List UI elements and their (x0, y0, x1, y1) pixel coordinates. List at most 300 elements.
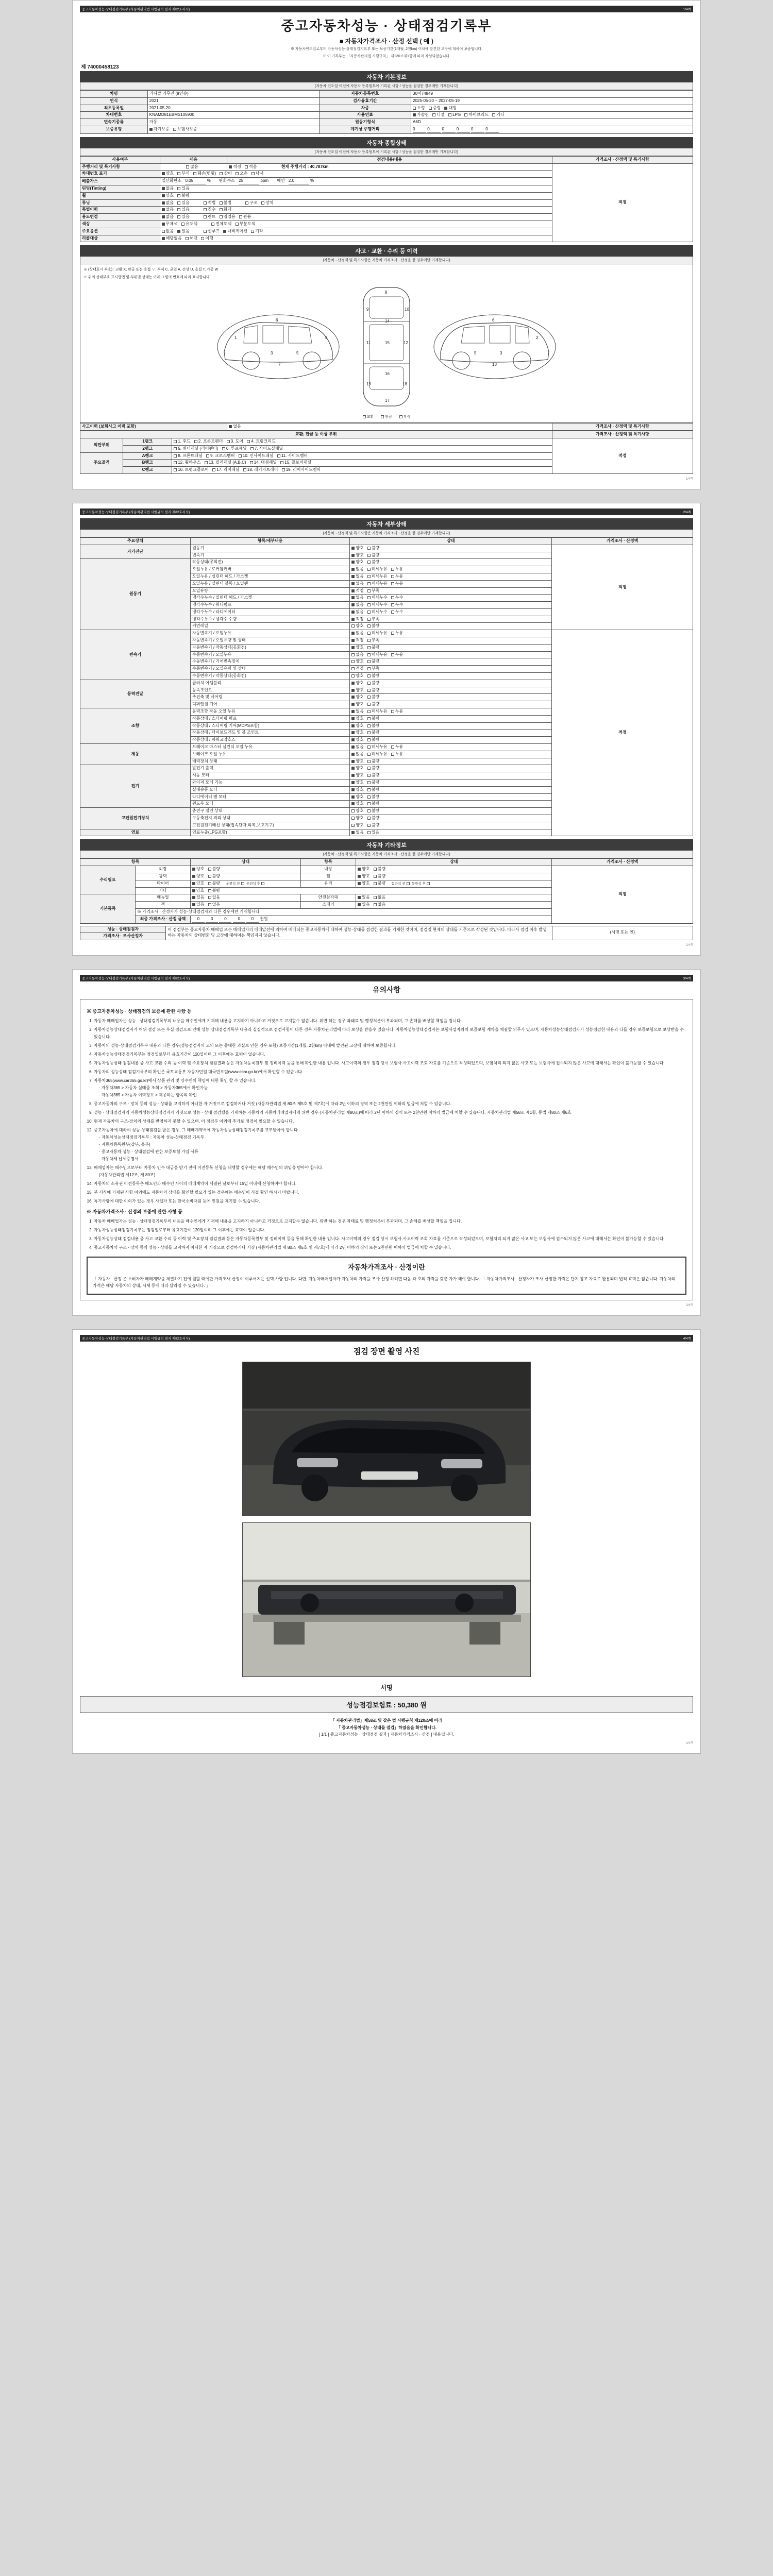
frame-rankA-items (172, 452, 552, 460)
checkbox-good[interactable]: 양호 (351, 645, 363, 651)
checkbox-bad[interactable]: 불량 (208, 888, 220, 894)
checkbox-leak-1[interactable]: 미세누유 (367, 744, 388, 750)
table-row (80, 630, 693, 637)
group-fuel: 연료 (80, 829, 191, 836)
checkbox-wheel-rr[interactable] (427, 882, 430, 885)
checkbox-fuel-none[interactable]: 없음 (351, 830, 363, 836)
checkbox-bad[interactable]: 불량 (367, 553, 379, 558)
checkbox-vin-4[interactable]: 오손 (236, 171, 247, 177)
checkbox-car-type-0[interactable]: 소형 (413, 106, 425, 111)
emission-smoke-value: 2.0 (289, 178, 309, 184)
detail-col-header-3: 가격조사 · 산정액 (552, 537, 693, 545)
checkbox-good[interactable]: 양호 (351, 716, 363, 722)
item-elec-5: 윈도우 모터 (191, 801, 350, 808)
checkbox-color-0[interactable]: 무채색 (162, 222, 178, 227)
checkbox-partpaint[interactable]: 부분도색 (236, 222, 256, 227)
price-digit-4: 0 (246, 917, 259, 923)
checkbox-bad[interactable]: 불량 (367, 780, 379, 786)
checkbox-tuning-legal[interactable]: 적법 (204, 200, 215, 206)
checkbox-adequate[interactable]: 적정 (351, 588, 363, 594)
checkbox-leak-2[interactable]: 누유 (391, 574, 403, 580)
checkbox-coolant-0[interactable]: 없음 (351, 602, 363, 608)
checkbox-usechange-1[interactable]: 있음 (177, 214, 189, 220)
checkbox-good[interactable]: 양호 (351, 702, 363, 707)
label-car-type: 차종 (319, 105, 411, 112)
checkbox-none[interactable]: 없음 (374, 902, 385, 908)
checkbox-panel-13[interactable]: 13. 필러패널 (A,B,C) (205, 460, 246, 466)
checkbox-bad[interactable]: 불량 (367, 681, 379, 686)
checkbox-good[interactable]: 양호 (351, 659, 363, 665)
checkbox-accident-none[interactable]: 없음 (229, 424, 241, 430)
group-label-outer: 외판부위 (80, 438, 123, 452)
checkbox-panel-12[interactable]: 12. 휠하우스 (174, 460, 200, 466)
checkbox-good[interactable]: 양호 (351, 737, 363, 743)
notice-item: 2. 자동차성능상태점검기록부는 점검일로부터 유효기간이 120일이며 그 이후에는 효력이 없습니다. (94, 1227, 686, 1234)
state-engine-5 (350, 595, 552, 602)
checkbox-tuning-structure[interactable]: 구조 (245, 200, 257, 206)
detail-note-1: 적정 (618, 584, 627, 589)
checkbox-special-1[interactable]: 있음 (177, 207, 189, 213)
page-subtitle: ■ 자동차가격조사 · 산정 선택 ( 예 ) (340, 38, 433, 45)
state-hv-1 (350, 815, 552, 822)
checkbox-have[interactable]: 있음 (192, 902, 204, 908)
item-engine-8: 냉각수누수 / 냉각수 수량 (191, 616, 350, 623)
col-header-1: 내용 (160, 156, 227, 163)
checkbox-panel-17[interactable]: 17. 리어패널 (212, 467, 239, 473)
item-hv-0: 충전구 절연 상태 (191, 808, 350, 815)
outer-rank1-items (172, 438, 552, 445)
row-label-special: 특별이력 (80, 207, 160, 214)
checkbox-panel-14[interactable]: 14. 대쉬패널 (250, 460, 277, 466)
checkbox-bad[interactable]: 불량 (374, 881, 385, 887)
checkbox-leak-0[interactable]: 없음 (351, 567, 363, 572)
car-diagram-right-side (430, 303, 559, 391)
checkbox-rent[interactable]: 렌트 (204, 214, 215, 220)
checkbox-bad[interactable]: 불량 (367, 723, 379, 729)
checkbox-tuning-illegal[interactable]: 불법 (220, 200, 231, 206)
checkbox-tuning-device[interactable]: 장치 (261, 200, 273, 206)
checkbox-bad[interactable]: 불량 (208, 874, 220, 879)
checkbox-fire[interactable]: 화재 (220, 207, 231, 213)
checkbox-good[interactable]: 양호 (351, 553, 363, 558)
emission-hc-value: 25 (239, 178, 259, 184)
checkbox-bad[interactable]: 불량 (367, 808, 379, 814)
row-label-emission: 배출가스 (80, 178, 160, 185)
detail-note-header: 가격조사 · 산정액 및 특기사항 (552, 431, 693, 438)
checkbox-etc-option[interactable]: 기타 (251, 229, 263, 234)
checkbox-wheel-0[interactable]: 양호 (162, 193, 174, 199)
checkbox-tuning-1[interactable]: 있음 (177, 200, 189, 206)
state-steer-0 (350, 708, 552, 716)
checkbox-insufficient[interactable]: 부족 (367, 617, 379, 622)
notice-item: 1. 자동차 매매업자는 성능 · 상태점검기록부의 내용을 매수인에게 기재해 내용을 고지하기 아니하고 거짓으로 고지할수 없습니다. 위반 하는 경우 과태료 및 행정처분이 부과되며, 그 손해를 배상할 책임을 집니다. (94, 1218, 686, 1225)
checkbox-panel-15[interactable]: 15. 플로어패널 (280, 460, 311, 466)
checkbox-panel-4[interactable]: 4. 트렁크리드 (247, 439, 276, 445)
page-2-footmark: 2/4쪽 (685, 944, 693, 947)
notice-subitem: · 자동차등록원부(갑부, 을부) (99, 1142, 150, 1147)
base-item-spanner: 스패너 (301, 902, 356, 909)
checkbox-leak-0[interactable]: 없음 (351, 574, 363, 580)
base-state-triangle (356, 894, 552, 902)
checkbox-panel-7[interactable]: 7. 사이드실패널 (250, 446, 283, 452)
checkbox-fullpaint[interactable]: 전체도색 (211, 222, 231, 227)
checkbox-insufficient[interactable]: 부족 (367, 588, 379, 594)
checkbox-good[interactable]: 양호 (358, 881, 369, 887)
checkbox-leak-1[interactable]: 미세누유 (367, 574, 388, 580)
state-trans-1 (350, 637, 552, 645)
state-hv-0 (350, 808, 552, 815)
checkbox-none[interactable]: 없음 (208, 895, 220, 901)
section-sub-basic: (자동차 인도일 이전에 자동차 등록원부에 기록된 사항 / 성능을 점검한 경우에만 기재합니다) (80, 82, 693, 90)
checkbox-good[interactable]: 양호 (351, 546, 363, 551)
checkbox-leak-0[interactable]: 없음 (351, 744, 363, 750)
checkbox-good[interactable]: 양호 (358, 867, 369, 872)
svg-text:14: 14 (385, 319, 390, 324)
checkbox-coolant-2[interactable]: 누수 (391, 602, 403, 608)
checkbox-none[interactable]: 없음 (374, 895, 385, 901)
group-brake: 제동 (80, 744, 191, 765)
checkbox-adequate[interactable]: 적정 (351, 666, 363, 672)
checkbox-recall-1[interactable]: 해당 (186, 236, 197, 242)
notice-item: 10. 현재 자동차의 구조·장치의 상태를 반영하지 못할 수 있으며, 이 점검부 이외에 추가로 점검이 필요할 수 있습니다. (94, 1118, 686, 1125)
checkbox-bad[interactable]: 불량 (367, 623, 379, 629)
checkbox-recall-2[interactable]: 이행 (201, 236, 213, 242)
checkbox-leak-2[interactable]: 누유 (391, 631, 403, 636)
checkbox-fuel-4[interactable]: 기타 (492, 112, 504, 118)
checkbox-panel-1[interactable]: 1. 후드 (174, 439, 190, 445)
checkbox-wheel-fr[interactable] (407, 882, 410, 885)
checkbox-leak-2[interactable]: 누유 (391, 581, 403, 587)
checkbox-have[interactable]: 있음 (358, 902, 369, 908)
checkbox-bad[interactable]: 불량 (367, 716, 379, 722)
mileage-digit-4: 0 (471, 127, 484, 133)
checkbox-good[interactable]: 양호 (351, 673, 363, 679)
checkbox-panel-9[interactable]: 9. 크로스멤버 (206, 453, 235, 459)
checkbox-wheel-1[interactable]: 불량 (177, 193, 189, 199)
checkbox-leak-1[interactable]: 미세누유 (367, 709, 388, 715)
checkbox-have[interactable]: 있음 (358, 895, 369, 901)
checkbox-leak-0[interactable]: 없음 (351, 581, 363, 587)
checkbox-good[interactable]: 양호 (351, 816, 363, 821)
checkbox-bad[interactable]: 불량 (367, 546, 379, 551)
footer-legal-line-3: [ 1/1 ] 중고자동차성능 · 상태점검 결과 [ 자동차가격조사 · 산정 ] 내용입니다. (318, 1732, 455, 1737)
checkbox-good[interactable]: 양호 (192, 874, 204, 879)
checkbox-leak-0[interactable]: 없음 (351, 652, 363, 658)
state-engine-1 (350, 566, 552, 573)
checkbox-panel-5[interactable]: 5. 쿼터패널 (리어펜더) (174, 446, 218, 452)
checkbox-good[interactable]: 양호 (358, 874, 369, 879)
checkbox-color-1[interactable]: 유채색 (181, 222, 197, 227)
checkbox-have[interactable]: 있음 (192, 895, 204, 901)
checkbox-bad[interactable]: 불량 (367, 759, 379, 765)
state-elec-0 (350, 765, 552, 772)
checkbox-fuel-1[interactable]: 디젤 (432, 112, 444, 118)
notice-item: 6. 자동차의 성능상태 점검기록부의 확인은 국토교통부 자동차민원 대국민포털(www.ecar.go.kr)에서 확인할 수 있습니다. (94, 1069, 686, 1076)
row-label-tuning: 튜닝 (80, 199, 160, 207)
checkbox-leak-2[interactable]: 누유 (391, 744, 403, 750)
checkbox-fuel-exist[interactable]: 있음 (367, 830, 379, 836)
row-label-color: 색상 (80, 221, 160, 228)
checkbox-bad[interactable]: 불량 (367, 688, 379, 693)
checkbox-vin-3[interactable]: 상이 (220, 171, 231, 177)
checkbox-sunroof[interactable]: 선루프 (204, 229, 220, 234)
page-title: 중고자동차성능 · 상태점검기록부 (281, 18, 492, 33)
checkbox-vin-0[interactable]: 양호 (162, 171, 174, 177)
item-engine-7: 냉각수누수 / 라디에이터 (191, 608, 350, 616)
checkbox-panel-3[interactable]: 3. 도어 (227, 439, 243, 445)
checkbox-bad[interactable]: 불량 (367, 794, 379, 800)
checkbox-leak-2[interactable]: 누유 (391, 567, 403, 572)
row-label-usechange: 용도변경 (80, 214, 160, 221)
warn-body: 「 자동차 · 산정 은 소비자가 매매계약을 체결하기 전에 원할 때에만 가격조사·산정이 이루어지는 선택 사항 입니다. 다만, 자동차매매업자가 자동차의 가격을 조사·산정 하려면 다음 각 호의 자격을 갖춘 자가 해야 합니다. 「 자동차가격조사 · 산정자가 조사·산정한 가격은 단지 참고 자료로 활용되며 법적 효력은 없습니다. 자동차의 가격은 해당 자동차의 상태, 시세 등에 따라 달라질 수 있습니다. 」 (93, 1276, 676, 1289)
checkbox-mileage-2[interactable]: 적음 (245, 164, 257, 170)
checkbox-good[interactable]: 양호 (351, 794, 363, 800)
state-elec-3 (350, 786, 552, 793)
checkbox-fuel-2[interactable]: LPG (448, 112, 461, 118)
checkbox-bad[interactable]: 불량 (367, 694, 379, 700)
checkbox-bad[interactable]: 불량 (374, 874, 385, 879)
fee-label: 성능점검보험료 : (346, 1701, 396, 1709)
item-brake-2: 배력장치 상태 (191, 758, 350, 765)
checkbox-good[interactable]: 양호 (351, 681, 363, 686)
checkbox-adequate[interactable]: 적정 (351, 617, 363, 622)
checkbox-adequate[interactable]: 적정 (351, 638, 363, 643)
checkbox-panel-11[interactable]: 11. 사이드멤버 (277, 453, 308, 459)
overall-state-table (80, 156, 693, 243)
checkbox-leak-1[interactable]: 미세누유 (367, 652, 388, 658)
checkbox-good[interactable]: 양호 (192, 867, 204, 872)
checkbox-bad[interactable]: 불량 (367, 787, 379, 793)
checkbox-good[interactable]: 양호 (351, 787, 363, 793)
group-self-diagnosis: 자가진단 (80, 545, 191, 559)
checkbox-good[interactable]: 양호 (351, 759, 363, 765)
row-label-tinting: 틴팅(Tinting) (80, 185, 160, 192)
checkbox-good[interactable]: 양호 (351, 780, 363, 786)
checkbox-bad[interactable]: 불량 (367, 673, 379, 679)
state-trans-4 (350, 658, 552, 666)
svg-text:5: 5 (296, 351, 299, 356)
checkbox-vin-1[interactable]: 부식 (177, 171, 189, 177)
checkbox-good[interactable]: 양호 (192, 881, 204, 887)
frame-rankC-items (172, 467, 552, 474)
state-engine-6 (350, 602, 552, 609)
checkbox-coolant-0[interactable]: 없음 (351, 595, 363, 601)
checkbox-tuning-0[interactable]: 없음 (162, 200, 174, 206)
checkbox-car-type-2[interactable]: 대형 (444, 106, 456, 111)
diagram-note-2: ※ 위의 상태부호 표시방법 및 부위별 상태는 아래 그림의 번호에 따라 표시합니다. (83, 275, 211, 279)
svg-text:6: 6 (492, 318, 495, 323)
row-value-options (160, 228, 552, 235)
checkbox-bad[interactable]: 불량 (367, 659, 379, 665)
checkbox-good[interactable]: 양호 (351, 766, 363, 771)
checkbox-usechange-0[interactable]: 없음 (162, 214, 174, 220)
state-power-2 (350, 694, 552, 701)
checkbox-insufficient[interactable]: 부족 (367, 638, 379, 643)
checkbox-good[interactable]: 양호 (351, 773, 363, 778)
checkbox-mileage-0[interactable]: 많음 (186, 164, 198, 170)
checkbox-bad[interactable]: 불량 (367, 766, 379, 771)
state-steer-1 (350, 715, 552, 722)
checkbox-good[interactable]: 양호 (351, 560, 363, 565)
checkbox-coolant-2[interactable]: 누수 (391, 609, 403, 615)
checkbox-bad[interactable]: 불량 (367, 773, 379, 778)
notice-item: 14. 자동차의 소유권 이전등록은 매도인과 매수인 사이의 매매계약이 체결된 날로부터 15일 이내에 신청하여야 합니다. (94, 1180, 686, 1188)
base-state-jack (191, 902, 301, 909)
group-repair-needed: 수리필요 (80, 866, 136, 894)
value-mileage-boxes (411, 126, 693, 133)
checkbox-bad[interactable]: 불량 (367, 730, 379, 736)
checkbox-good[interactable]: 양호 (351, 801, 363, 807)
checkbox-insufficient[interactable]: 부족 (367, 666, 379, 672)
group-engine: 원동기 (80, 559, 191, 630)
checkbox-good[interactable]: 양호 (351, 730, 363, 736)
checkbox-leak-0[interactable]: 없음 (351, 709, 363, 715)
footer-legal (80, 1717, 693, 1738)
checkbox-good[interactable]: 양호 (351, 723, 363, 729)
checkbox-leak-2[interactable]: 누유 (391, 709, 403, 715)
checkbox-coolant-1[interactable]: 미세누수 (367, 609, 388, 615)
checkbox-recall-0[interactable]: 해당없음 (162, 236, 182, 242)
checkbox-leak-0[interactable]: 없음 (351, 631, 363, 636)
checkbox-coolant-0[interactable]: 없음 (351, 609, 363, 615)
checkbox-bad[interactable]: 불량 (374, 867, 385, 872)
etc-state-interior (356, 866, 552, 873)
value-reg-no: 30어74849 (411, 91, 693, 98)
row-label-recall: 리콜대상 (80, 235, 160, 242)
checkbox-panel-10[interactable]: 10. 인사이드패널 (239, 453, 274, 459)
checkbox-tinting-1[interactable]: 있음 (177, 186, 189, 192)
checkbox-flood[interactable]: 침수 (204, 207, 215, 213)
checkbox-fuel-0[interactable]: 가솔린 (413, 112, 429, 118)
item-hv-1: 구동축전지 격리 상태 (191, 815, 350, 822)
page-1-footmark: 1/4쪽 (685, 477, 693, 481)
checkbox-panel-8[interactable]: 8. 프론트패널 (174, 453, 203, 459)
checkbox-none[interactable]: 없음 (208, 902, 220, 908)
table-row (80, 438, 693, 445)
checkbox-good[interactable]: 양호 (351, 623, 363, 629)
checkbox-bad[interactable]: 불량 (367, 560, 379, 565)
checkbox-options-0[interactable]: 없음 (162, 229, 174, 234)
checkbox-panel-16[interactable]: 16. 트렁크플로어 (174, 467, 209, 473)
row-sub-mileage (160, 163, 227, 171)
item-power-1: 등속조인트 (191, 687, 350, 694)
checkbox-good[interactable]: 양호 (192, 888, 204, 894)
checkbox-coolant-2[interactable]: 누수 (391, 595, 403, 601)
notice-subitem: · 자동차365 > 자동차 이력정보 > 제공하는 항목의 확인 (99, 1092, 197, 1097)
etc-col-header-0: 항목 (80, 859, 191, 866)
checkbox-leak-1[interactable]: 미세누유 (367, 631, 388, 636)
checkbox-panel-6[interactable]: 6. 루프패널 (222, 446, 247, 452)
checkbox-leak-2[interactable]: 누유 (391, 752, 403, 757)
checkbox-leak-0[interactable]: 없음 (351, 752, 363, 757)
car-diagram-left-side (214, 303, 343, 391)
label-reg-no: 자동차등록번호 (319, 91, 411, 98)
checkbox-panel-18[interactable]: 18. 패키지트레이 (243, 467, 278, 473)
checkbox-wheel-fl[interactable] (241, 882, 244, 885)
checkbox-mileage-1[interactable]: 적정 (229, 164, 241, 170)
checkbox-leak-1[interactable]: 미세누유 (367, 567, 388, 572)
checkbox-wheel-rl[interactable] (261, 882, 264, 885)
state-power-3 (350, 701, 552, 708)
legend-item-2: 부식 (399, 414, 411, 419)
state-engine-7 (350, 608, 552, 616)
checkbox-vin-5[interactable]: 낙서 (251, 171, 263, 177)
basic-info-table (80, 90, 693, 134)
accident-detail-table (80, 431, 693, 474)
checkbox-warranty-1[interactable]: 보험사보증 (173, 127, 197, 132)
checkbox-bad[interactable]: 불량 (208, 881, 220, 887)
item-trans-0: 자동변속기 / 오일누유 (191, 630, 350, 637)
checkbox-car-type-1[interactable]: 중형 (429, 106, 441, 111)
checkbox-fuel-3[interactable]: 하이브리드 (464, 112, 489, 118)
checkbox-navigation[interactable]: 내비게이션 (223, 229, 247, 234)
checkbox-business[interactable]: 영업용 (220, 214, 236, 220)
notice-item: 3. 자동차성능상태 점검내용 중 사고·교환·수리 등 이력 및 주요장치 점검결과 등은 자동차등록원부 및 정비이력 등을 통해 확인한 내용 입니다. 사고이력의 경우 점검 당시 보험사 사고이력 조회 자료를 기준으로 작성되었으며, 보험처리 되지 않은 사고 또는 보험사에 접수되지 않은 사고에 대해서는 확인이 불가능할 수 있습니다. (94, 1235, 686, 1243)
checkbox-panel-19[interactable]: 19. 리어사이드멤버 (282, 467, 321, 473)
etc-col-header-2: 가격조사 · 산정액 (552, 859, 693, 866)
col-header-2: 점검내용/내용 (227, 156, 552, 163)
checkbox-bad[interactable]: 불량 (208, 867, 220, 872)
notice-list-2 (94, 1127, 686, 1205)
state-elec-4 (350, 793, 552, 801)
checkbox-bad[interactable]: 불량 (367, 816, 379, 821)
checkbox-good[interactable]: 양호 (351, 694, 363, 700)
price-unit: 천원 (260, 916, 268, 921)
item-brake-1: 브레이크 오일 누유 (191, 751, 350, 758)
svg-text:11: 11 (366, 341, 371, 346)
mileage-digit-5: 0 (485, 127, 499, 133)
page-2 (72, 503, 701, 956)
etc-item-wheel: 휠 (301, 873, 356, 880)
notice-subitem: · 자동차365 > 자동차 실매물 조회 > 자동차365에서 확인가능 (99, 1085, 208, 1090)
state-engine-9 (350, 623, 552, 630)
checkbox-good[interactable]: 양호 (351, 688, 363, 693)
photo-section-title: 점검 장면 촬영 사진 (353, 1347, 420, 1356)
checkbox-good[interactable]: 양호 (351, 823, 363, 828)
label-accident-history: 사고이력 (보험사고 이력 포함) (80, 423, 227, 431)
checkbox-special-0[interactable]: 없음 (162, 207, 174, 213)
checkbox-tinting-0[interactable]: 없음 (162, 186, 174, 192)
table-row (80, 163, 693, 171)
item-steer-0: 동력조향 작동 오일 누유 (191, 708, 350, 716)
checkbox-leak-1[interactable]: 미세누유 (367, 581, 388, 587)
checkbox-good[interactable]: 양호 (351, 808, 363, 814)
checkbox-coolant-1[interactable]: 미세누수 (367, 595, 388, 601)
checkbox-bad[interactable]: 불량 (367, 702, 379, 707)
tier-label-1: 1랭크 (123, 438, 172, 445)
checkbox-leak-2[interactable]: 누유 (391, 652, 403, 658)
notice-item: 8. 중고자동차의 구조 · 장치 등의 성능 · 상태를 고지하지 아니한 자 거짓으로 점검하거나 거짓 (자동차관리법 제 80조 제5호 및 제7호)에 따라 2년 이하의 징역 또는 2천만원 이하의 벌금에 처할 수 있습니다. (94, 1100, 686, 1108)
checkbox-coolant-1[interactable]: 미세누수 (367, 602, 388, 608)
item-elec-3: 실내송풍 모터 (191, 786, 350, 793)
row-value-recall (160, 235, 552, 242)
checkbox-panel-2[interactable]: 2. 프론트펜더 (194, 439, 223, 445)
accident-detail-note: 적정 (618, 453, 627, 458)
label-year: 연식 (80, 97, 148, 105)
checkbox-government[interactable]: 관용 (239, 214, 251, 220)
footer-legal-line-2: 「 중고자동차성능 · 상태를 점검」하였음을 확인합니다. (336, 1725, 437, 1730)
checkbox-options-1[interactable]: 있음 (177, 229, 189, 234)
checkbox-bad[interactable]: 불량 (367, 823, 379, 828)
checkbox-leak-1[interactable]: 미세누유 (367, 752, 388, 757)
checkbox-bad[interactable]: 불량 (367, 645, 379, 651)
checkbox-bad[interactable]: 불량 (367, 737, 379, 743)
checkbox-warranty-0[interactable]: 자기보증 (149, 127, 170, 132)
checkbox-vin-2[interactable]: 훼손(변형) (193, 171, 216, 177)
checkbox-bad[interactable]: 불량 (367, 801, 379, 807)
value-accident-history (227, 423, 552, 431)
legend-item-0: 교환 (363, 414, 374, 419)
